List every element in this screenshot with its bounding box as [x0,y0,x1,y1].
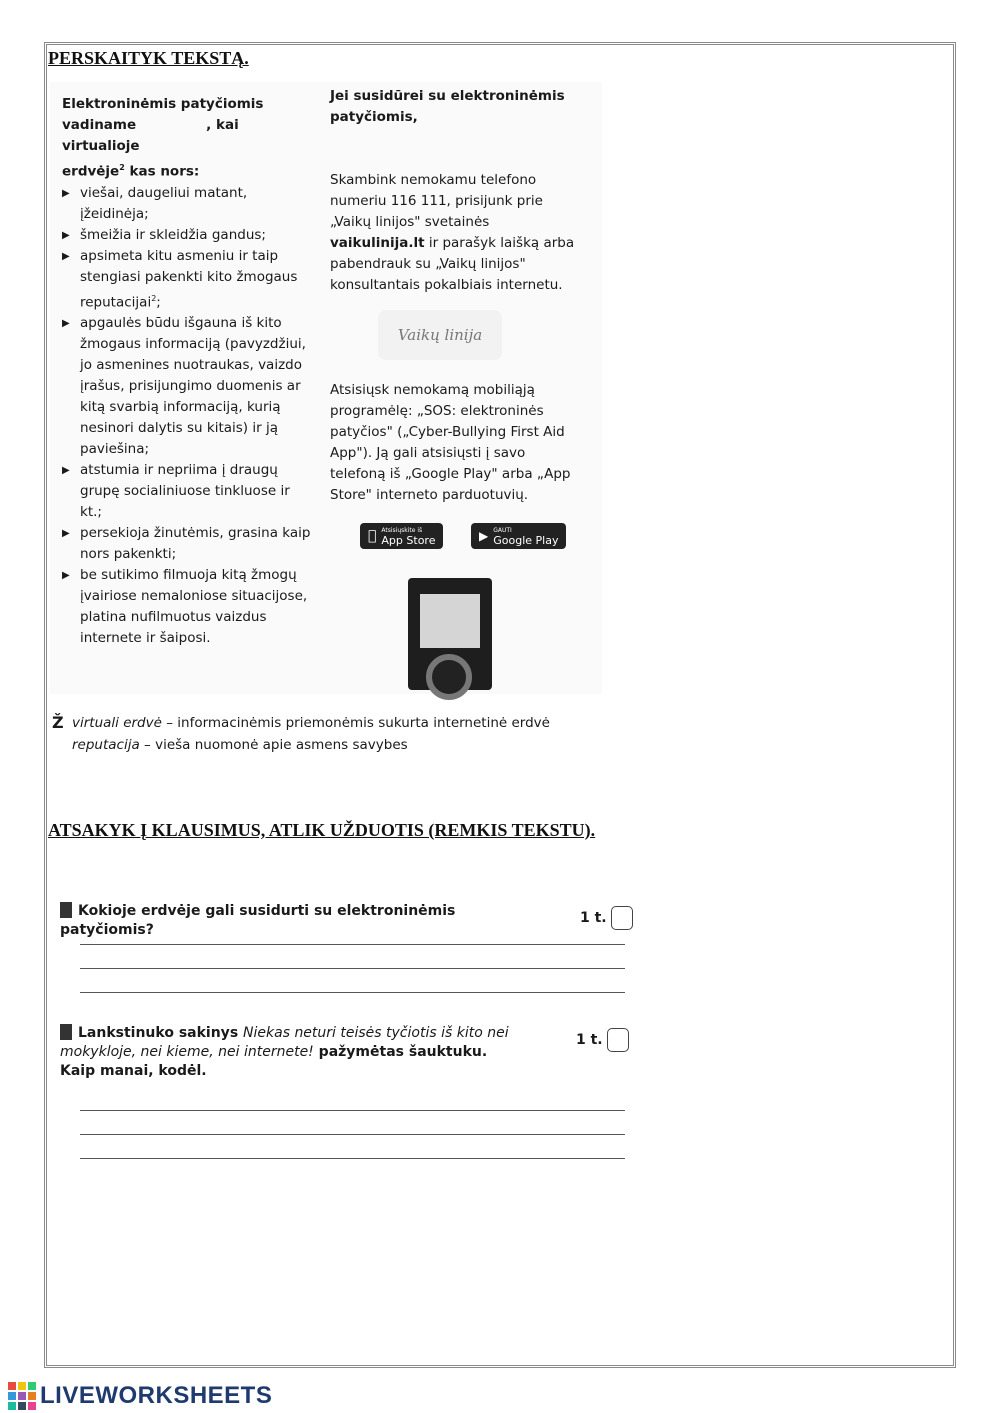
logo-grid-cell [18,1382,26,1390]
google-play-badge: ▶ GAUTI Google Play [471,523,566,549]
points-1: 1 t. [580,906,633,930]
logo-grid-cell [18,1392,26,1400]
glossary-mark: Ž [52,713,64,732]
points-2: 1 t. [576,1028,629,1052]
website-link: vaikulinija.lt [330,235,425,251]
glossary: Ž virtuali erdvė – informacinėmis priemonėmis sukurta internetinė erdvė reputacija – vieša nuomonė apie asmens savybes [52,713,550,753]
logo-grid-cell [8,1402,16,1410]
list-item: ▶ šmeižia ir skleidžia gandus; [62,225,312,246]
answer-line[interactable] [80,944,625,945]
score-box-1[interactable] [611,906,633,930]
list-item: ▶ atstumia ir nepriima į draugų grupę socialiniuose tinkluose ir kt.; [62,460,312,523]
liveworksheets-logo[interactable]: LIVEWORKSHEETS [8,1382,272,1410]
logo-grid-cell [8,1382,16,1390]
answer-line[interactable] [80,968,625,969]
bullet-list [62,183,312,650]
right-title: Jei susidūrei su elektroninėmis patyčiomis, [330,88,565,125]
logo-grid-cell [28,1392,36,1400]
score-box-2[interactable] [607,1028,629,1052]
vaiku-linija-logo: Vaikų linija [378,310,502,360]
leaflet-left-column [62,94,312,649]
logo-grid-icon [8,1382,36,1410]
answer-line[interactable] [80,992,625,993]
answer-line[interactable] [80,1110,625,1111]
question-marker-icon [60,1024,72,1040]
app-paragraph: Atsisiųsk nemokamą mobiliąją programėlę: „SOS: elektroninės patyčios" („Cyber-Bullying First Aid App"). Ją gali atsisiųsti į savo telefoną iš „Google Play" arba „App Store" interneto parduotuvių. [330,382,571,503]
list-item: ▶ persekioja žinutėmis, grasina kaip nors pakenkti; [62,523,312,565]
answer-line[interactable] [80,1158,625,1159]
list-item: ▶ apsimeta kitu asmeniu ir taip stengiasi pakenkti kito žmogaus reputacijai$^2$; [62,246,312,314]
answer-line[interactable] [80,1134,625,1135]
heading-answer: ATSAKYK Į KLAUSIMUS, ATLIK UŽDUOTIS (REMKIS TEKSTU). [48,820,596,840]
logo-grid-cell [28,1402,36,1410]
question-1: Kokioje erdvėje gali susidurti su elektroninėmis patyčiomis? [60,903,456,938]
logo-grid-cell [8,1392,16,1400]
helpline-paragraph: Skambink nemokamu telefono numeriu 116 111, prisijunk prie „Vaikų linijos" svetainės vaikulinija.lt ir parašyk laišką arba pabendrauk su „Vaikų linijos" konsultantais pokalbiais internetu. [330,172,575,293]
heading-read: PERSKAITYK TEKSTĄ. [48,48,249,68]
list-item: ▶ viešai, daugeliui matant, įžeidinėja; [62,183,312,225]
phone-image [408,578,492,690]
logo-grid-cell [18,1402,26,1410]
question-2: Lankstinuko sakinys Niekas neturi teisės tyčiotis iš kito nei mokykloje, nei kieme, nei internete! pažymėtas šauktuku. Kaip manai, kodėl. [60,1025,509,1079]
question-marker-icon [60,902,72,918]
list-item: ▶ apgaulės būdu išgauna iš kito žmogaus informaciją (pavyzdžiui, jo asmenines nuotraukas, vaizdo įrašus, prisijungimo duomenis ar kitą svarbią informaciją, kurią nesinori dalytis su kitais) ir ją paviešina; [62,313,312,460]
left-title: Elektroninėmis patyčiomis vadiname , kai virtualioje erdvėje$^2$ kas nors: [62,96,264,180]
list-item: ▶ be sutikimo filmuoja kitą žmogų įvairiose nemaloniose situacijose, platina nufilmuotus vaizdus internete ir šaiposi. [62,565,312,649]
play-icon: ▶ [479,529,489,543]
apple-icon [368,528,376,544]
logo-grid-cell [28,1382,36,1390]
leaflet-right-column [330,86,580,518]
app-store-badge: Atsisiųskite iš App Store [360,523,443,549]
